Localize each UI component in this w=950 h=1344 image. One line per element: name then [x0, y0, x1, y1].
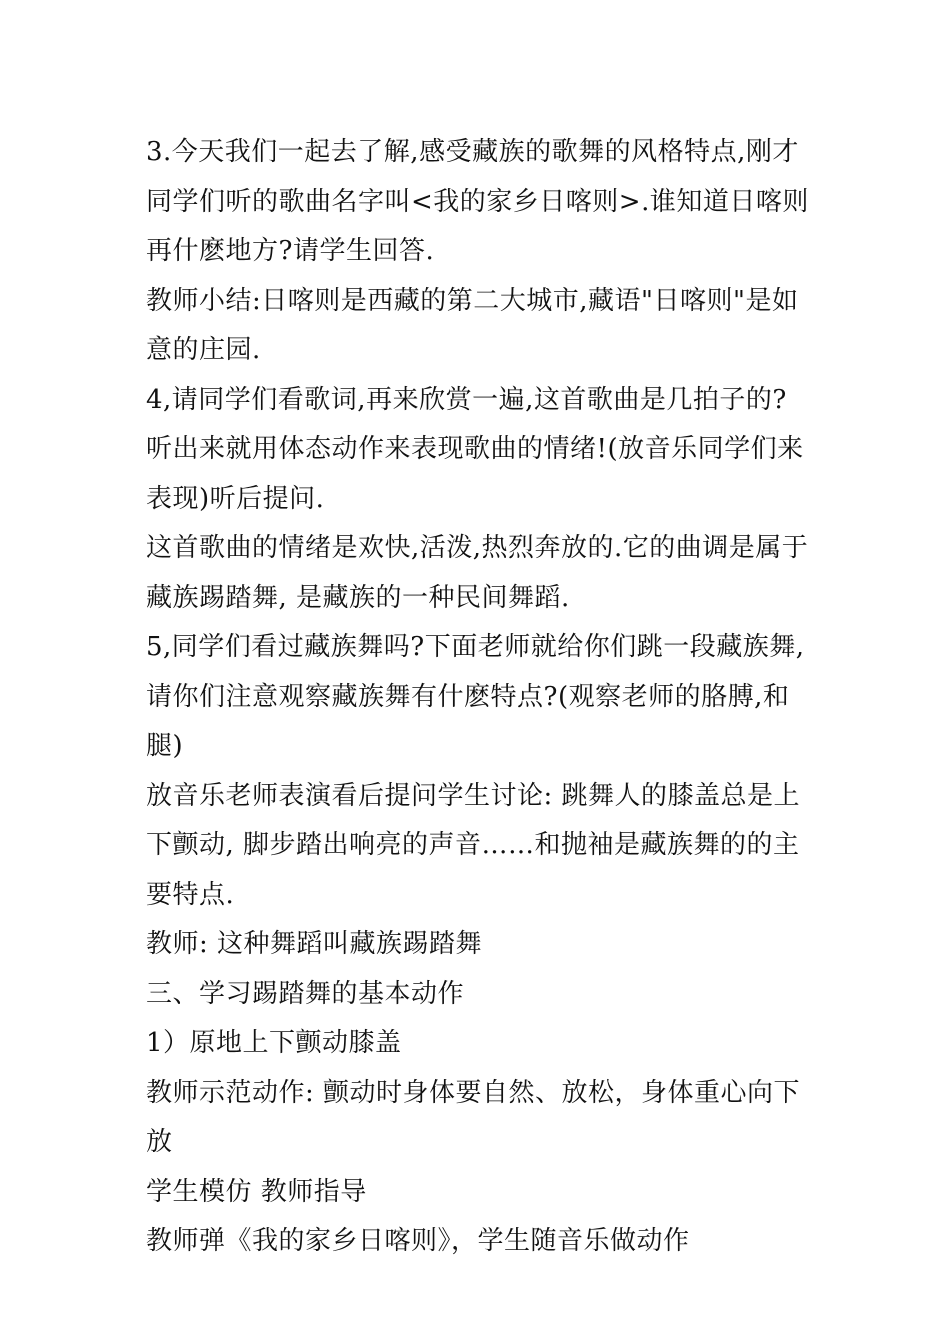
section-heading-basic-moves: 三、学习踢踏舞的基本动作 — [146, 978, 465, 1009]
paragraph-music-practice: 教师弹《我的家乡日喀则》，学生随音乐做动作 — [146, 1226, 690, 1256]
paragraph-discussion: 放音乐老师表演看后提问学生讨论: 跳舞人的膝盖总是上下颤动, 脚步踏出响亮的声音……和抛袖是藏族舞的的主要特点. — [146, 780, 801, 910]
paragraph-teacher-dance-name: 教师: 这种舞蹈叫藏族踢踏舞 — [146, 929, 483, 959]
paragraph-dance-question: 5,同学们看过藏族舞吗?下面老师就给你们跳一段藏族舞,请你们注意观察藏族舞有什麽特点?(观察老师的胳膊,和腿) — [146, 632, 805, 761]
paragraph-lyrics-question: 4,请同学们看歌词,再来欣赏一遍,这首歌曲是几拍子的?听出来就用体态动作来表现歌曲的情绪!(放音乐同学们来表现)听后提问. — [146, 384, 804, 514]
paragraph-song-mood: 这首歌曲的情绪是欢快,活泼,热烈奔放的.它的曲调是属于藏族踢踏舞, 是藏族的一种民间舞蹈. — [146, 533, 809, 613]
paragraph-student-imitate: 学生模仿 教师指导 — [146, 1176, 367, 1207]
paragraph-intro-question: 3.今天我们一起去了解,感受藏族的歌舞的风格特点,刚才同学们听的歌曲名字叫<我的家乡日喀则>.谁知道日喀则再什麽地方?请学生回答. — [146, 137, 809, 266]
paragraph-step-1: 1）原地上下颤动膝盖 — [146, 1028, 402, 1058]
paragraph-teacher-demo: 教师示范动作: 颤动时身体要自然、放松，身体重心向下放 — [146, 1077, 801, 1157]
document-body — [146, 128, 810, 1267]
paragraph-teacher-summary: 教师小结:日喀则是西藏的第二大城市,藏语"日喀则"是如意的庄园. — [146, 285, 799, 365]
